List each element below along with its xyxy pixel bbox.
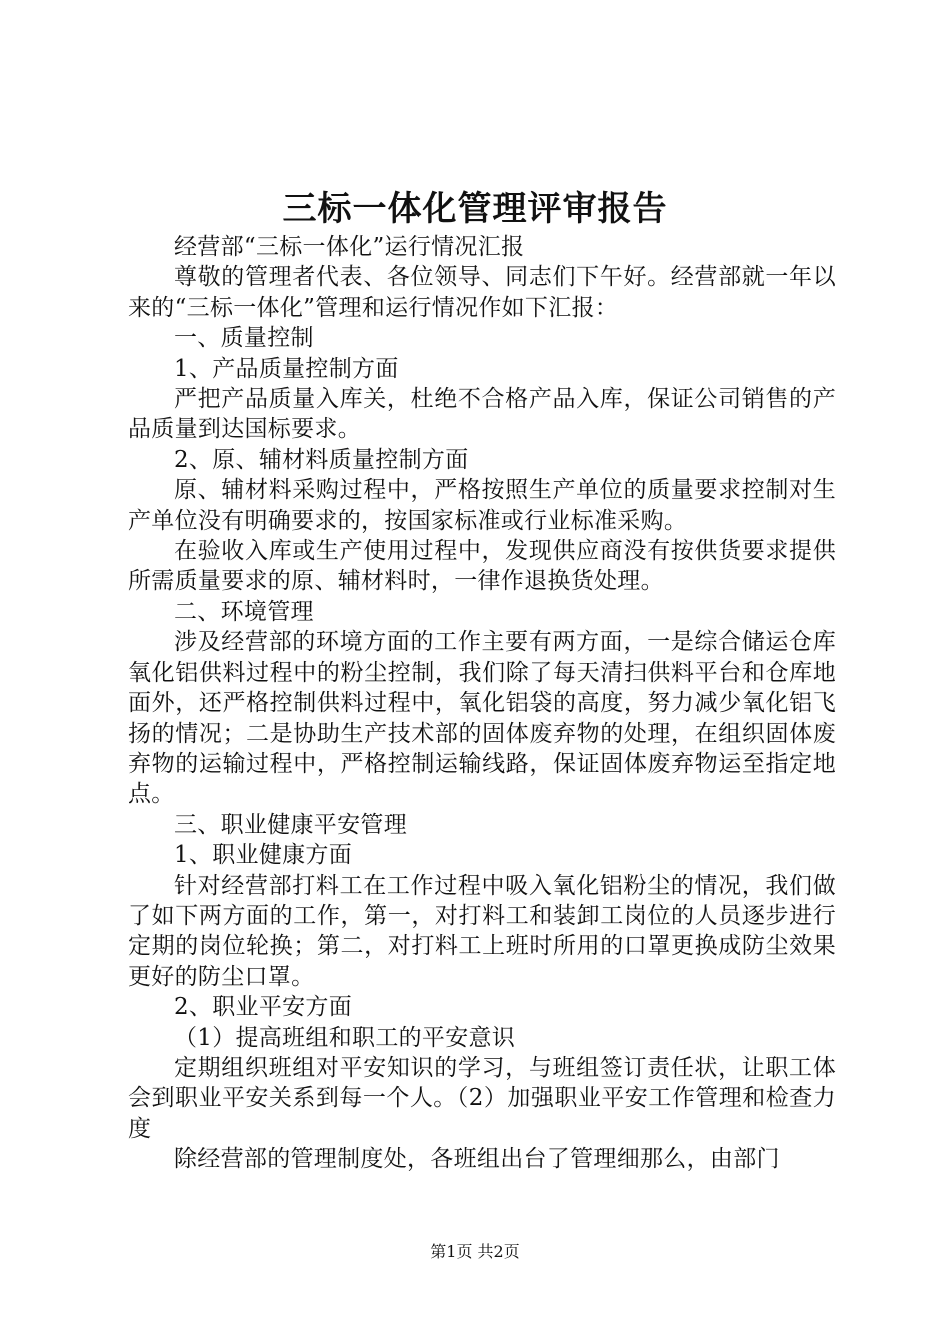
paragraph: （1）提高班组和职工的平安意识 <box>174 1024 516 1051</box>
paragraph: 一、质量控制 <box>174 325 314 352</box>
paragraph: 除经营部的管理制度处，各班组出台了管理细那么，由部门 <box>174 1146 780 1173</box>
paragraph: 2、原、辅材料质量控制方面 <box>174 446 469 473</box>
paragraph: 针对经营部打料工在工作过程中吸入氧化铝粉尘的情况，我们做了如下两方面的工作，第一，对打料工和装卸工岗位的人员逐步进行定期的岗位轮换；第二，对打料工上班时所用的口罩更换成防尘效果更好的防尘口罩。 <box>128 872 836 990</box>
document-title: 三标一体化管理评审报告 <box>282 189 668 229</box>
paragraph: 经营部“三标一体化”运行情况汇报 <box>174 234 525 260</box>
paragraph: 涉及经营部的环境方面的工作主要有两方面，一是综合储运仓库氧化铝供料过程中的粉尘控制，我们除了每天清扫供料平台和仓库地面外，还严格控制供料过程中，氧化铝袋的高度，努力减少氧化铝飞扬的情况；二是协助生产技术部的固体废弃物的处理，在组织固体废弃物的运输过程中，严格控制运输线路，保证固体废弃物运至指定地点。 <box>128 629 836 808</box>
paragraph: 2、职业平安方面 <box>174 994 353 1021</box>
paragraph: 尊敬的管理者代表、各位领导、同志们下午好。经营部就一年以来的“三标一体化”管理和运行情况作如下汇报： <box>128 264 836 321</box>
page-footer: 第1页 共2页 <box>430 1242 520 1261</box>
paragraph: 原、辅材料采购过程中，严格按照生产单位的质量要求控制对生产单位没有明确要求的，按国家标准或行业标准采购。 <box>128 477 836 534</box>
paragraph: 严把产品质量入库关，杜绝不合格产品入库，保证公司销售的产品质量到达国标要求。 <box>128 386 836 443</box>
paragraph: 在验收入库或生产使用过程中，发现供应商没有按供货要求提供所需质量要求的原、辅材料时，一律作退换货处理。 <box>128 538 836 595</box>
paragraph: 二、环境管理 <box>174 598 314 625</box>
paragraph: 定期组织班组对平安知识的学习，与班组签订责任状，让职工体会到职业平安关系到每一个人。（2）加强职业平安工作管理和检查力度 <box>128 1054 836 1142</box>
document-body <box>128 232 836 1175</box>
paragraph: 1、产品质量控制方面 <box>174 355 399 382</box>
paragraph: 1、职业健康方面 <box>174 842 353 869</box>
paragraph: 三、职业健康平安管理 <box>174 811 407 838</box>
